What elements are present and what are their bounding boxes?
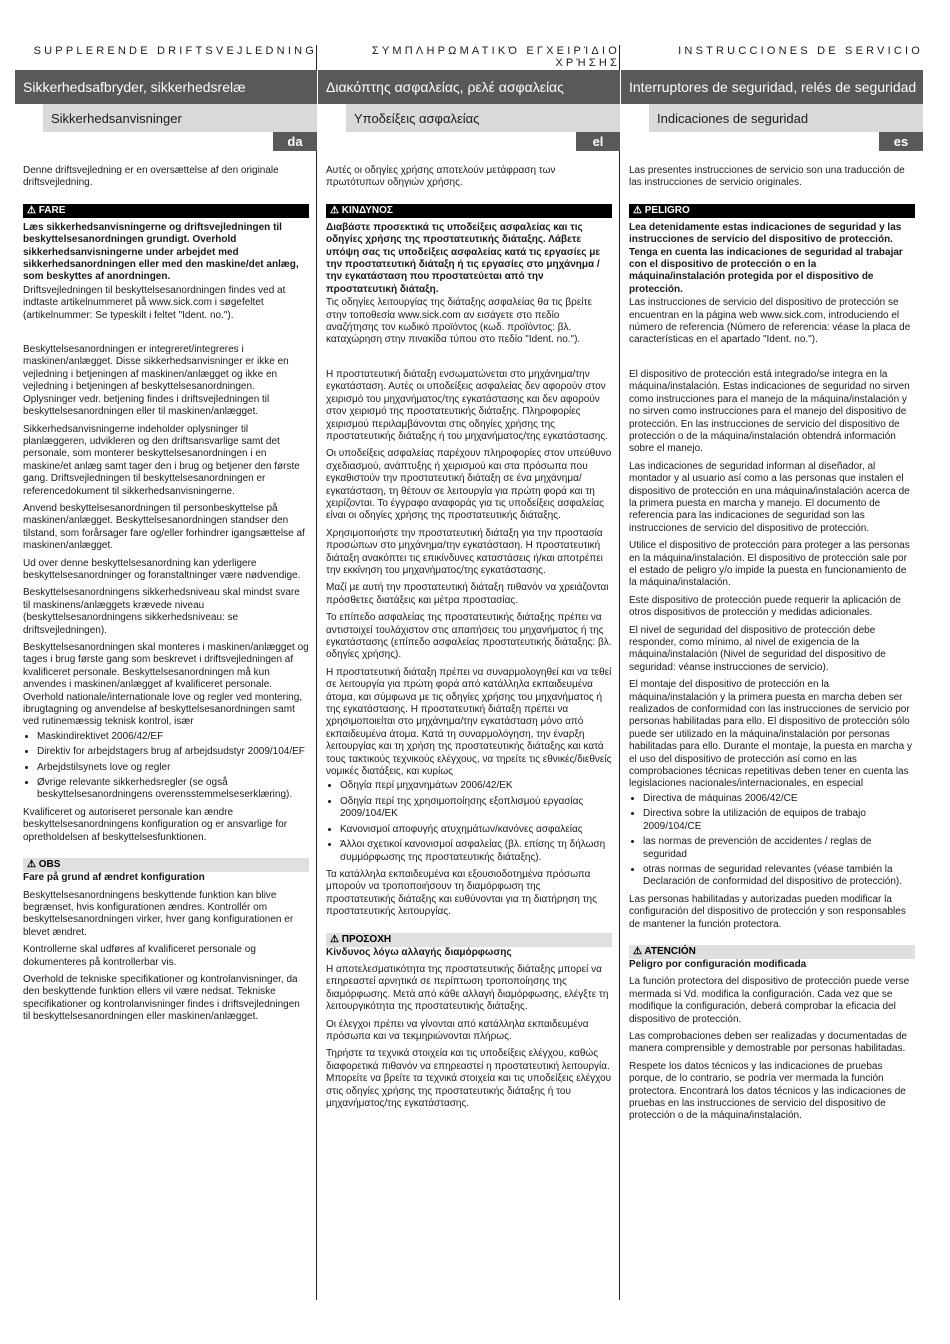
section-title: Sikkerhedsafbryder, sikkerhedsrelæ [15,70,317,104]
list-item: • Κανονισμοί αποφυγής ατυχημάτων/κανόνες ασφαλείας [340,824,612,836]
list-item: • Directiva sobre la utilización de equipos de trabajo 2009/104/CE [643,808,915,833]
paragraph: Beskyttelsesanordningen er integreret/integreres i maskinen/anlægget. Disse sikkerhedsanvisninger er ikke en vejledning i betjeningen af maskinen/anlægget og ikke en vejledning i betjeningen af beskyttelsesanordningen. Oplysninger vedr. betjening findes i driftsvejledningen til beskyttelsesanordningen eller til maskinen/anlægget. [23,344,289,418]
running-header: INSTRUCCIONES DE SERVICIO [678,45,923,57]
language-tag: da [273,132,317,151]
attention-text: Η αποτελεσματικότητα της προστατευτικής διάταξης μπορεί να επηρεαστεί αρνητικά σε περίπτωση τροποποίησης της διαμόρφωσης. Μετά από κάθε αλλαγή διαμόρφωσης, ελέγξτε τη λειτουργικότητα της προστατευτικής διάταξης. [326,963,609,1013]
paragraph: Utilice el dispositivo de protección para proteger a las personas en la máquina/instalación. El dispositivo de protección sale por el estado de peligro y/o impide la puesta en funcionamiento de la máquina/instalación. [629,540,910,589]
attention-text: La función protectora del dispositivo de protección puede verse mermada si Vd. modifica la configuración. Cada vez que se modifique la configuración, deberá comprobar la eficacia del dispositivo de protección. [629,976,910,1025]
attention-text: Beskyttelsesanordningens beskyttende funktion kan blive begrænset, hvis konfigurationen ændres. Kontrollér om beskyttelsesanordningen virker, hver gang konfigurationen er blevet ændret. [23,889,294,938]
paragraph: Beskyttelsesanordningens sikkerhedsniveau skal mindst svare til maskinens/anlæggets krævede niveau (beskyttelsesanordningens sikkerhedsniveau: se driftsvejledningen). [23,587,300,636]
attention-text: Τηρήστε τα τεχνικά στοιχεία και τις υποδείξεις ελέγχου, καθώς διαφορετικά πιθανόν να επηρεαστεί η προστατευτική λειτουργία. Μπορείτε να βρείτε τα τεχνικά στοιχεία και τις υποδείξεις ελέγχου στις οδηγίες χρήσης της προστατευτικής διάταξης ή του μηχανήματος/της εγκατάστασης. [326,1048,612,1109]
paragraph: Las personas habilitadas y autorizadas pueden modificar la configuración del dispositivo de protección y son responsables de mantener la función protectora. [629,893,906,930]
danger-text: Τις οδηγίες λειτουργίας της διάταξης ασφαλείας θα τις βρείτε στην τοποθεσία www.sick.com αν εισάγετε στο πεδίο αναζήτησης τον κωδικό προϊόντος (κωδ. προϊόντος: βλ. καταχώρηση στην πινακίδα τύπου στο πεδίο "Ident. no."). [326,297,592,346]
danger-label: ⚠ FARE [23,204,309,218]
paragraph: Η προστατευτική διάταξη πρέπει να συναρμολογηθεί και να τεθεί σε λειτουργία για πρώτη φορά από κατάλληλα εκπαιδευμένα άτομα, και σύμφωνα με τις οδηγίες χρήσης του μηχανήματος ή της εγκατάστασης. Η προστατευτική διάταξη πρέπει να χρησιμοποιείται στο μηχάνημα/την εγκατάσταση μόνο από εκπαιδευμένα άτομα. Κατά τη συναρμολόγηση, την έναρξη λειτουργίας και τη χρήση της προστατευτικής διάταξης και κατά τους τακτικούς τεχνικούς ελέγχους, να τηρείτε τις εθνικές/διεθνείς νομικές διατάξεις, και κυρίως [326,666,612,778]
attention-label: ⚠ ΠΡΟΣΟΧΗ [326,933,612,947]
intro-text: Αυτές οι οδηγίες χρήσης αποτελούν μετάφραση των πρωτότυπων οδηγιών χρήσης. [326,165,556,189]
attention-text: Kontrollerne skal udføres af kvalificeret personale og dokumenteres på kontrollerbar vis. [23,944,256,968]
paragraph: El nivel de seguridad del dispositivo de protección debe responder, como mínimo, al nivel de exigencia de la máquina/instalación (Nivel de seguridad del dispositivo de seguridad: véanse instrucciones de servicio). [629,624,886,673]
language-tag: es [879,132,923,151]
paragraph: Χρησιμοποιήστε την προστατευτική διάταξη για την προστασία προσώπων στο μηχάνημα/την εγκατάσταση. Η προστατευτική διάταξη ανακόπτει τις επικίνδυνες καταστάσεις ή/και αποτρέπει την εκκίνηση του μηχανήματος/της εγκατάστασης. [326,527,603,576]
attention-heading: Peligro por configuración modificada [629,958,807,970]
column-es [621,40,923,1300]
paragraph: Kvalificeret og autoriseret personale kan ændre beskyttelsesanordningens konfiguration og er ansvarlige for opretholdelsen af beskyttelsesfunktionen. [23,806,288,843]
list-item: • Directiva de máquinas 2006/42/CE [643,793,915,805]
list-item: • Οδηγία περί της χρησιμοποίησης εξοπλισμού εργασίας 2009/104/ΕΚ [340,796,612,821]
list-item: • otras normas de seguridad relevantes (véase también la Declaración de conformidad del dispositivo de protección). [643,864,915,889]
intro-text: Denne driftsvejledning er en oversættelse af den originale driftsvejledning. [23,165,279,189]
running-header: SUPPLERENDE DRIFTSVEJLEDNING [33,45,317,57]
attention-heading: Fare på grund af ændret konfiguration [23,872,205,884]
running-header: ΣΥΜΠΛΗΡΩΜΑΤΙΚΌ ΕΓΧΕΙΡΊΔΙΟ ΧΡΉΣΗΣ [371,45,620,69]
danger-bold-text: Lea detenidamente estas indicaciones de seguridad y las instrucciones de servicio del dispositivo de protección. Tenga en cuenta las indicaciones de seguridad al trabajar con el dispositivo de protección o en la máquina/instalación protegida por el dispositivo de protección. [629,221,903,295]
language-tag: el [576,132,620,151]
paragraph: Μαζί με αυτή την προστατευτική διάταξη πιθανόν να χρειάζονται πρόσθετες διατάξεις και μέτρα προστασίας. [326,582,609,606]
regulation-list [23,731,309,802]
danger-bold-text: Læs sikkerhedsanvisningerne og driftsvejledningen til beskyttelsesanordningen grundigt. Overhold sikkerhedsanvisningerne under arbejdet med sikkerhedsanordningen eller med den maskine/det anlæg, som beskyttes af anordningen. [23,221,299,283]
danger-text: Las instrucciones de servicio del dispositivo de protección se encuentran en la página web www.sick.com, introduciendo el número de referencia (Número de referencia: véase la placa de características en el apartado "Ident. no."). [629,297,911,346]
section-subtitle: Sikkerhedsanvisninger [43,104,317,132]
section-title: Διακόπτης ασφαλείας, ρελέ ασφαλείας [318,70,620,104]
list-item: • Άλλοι σχετικοί κανονισμοί ασφαλείας (βλ. επίσης τη δήλωση συμμόρφωσης της προστατευτικής διάταξης). [340,839,612,864]
paragraph: El montaje del dispositivo de protección en la máquina/instalación y la primera puesta en marcha deben ser realizados de conformidad con las instrucciones de servicio por personas habilitadas para ello. El dispositivo de protección sólo puede ser utilizado en la máquina/instalación por personas habilitadas para ello. Durante el montaje, la puesta en marcha y el uso del dispositivo de protección así como en las comprobaciones técnicas repetitivas deben tener en cuenta las legislaciones nacionales/internacionales, en especial [629,679,912,790]
danger-text: Driftsvejledningen til beskyttelsesanordningen findes ved at indtaste artikelnummeret på www.sick.com i søgefeltet (artikelnummer: Se typeskilt i feltet "Ident. no."). [23,284,286,321]
attention-text: Respete los datos técnicos y las indicaciones de pruebas porque, de lo contrario, se podría ver mermada la función protectora. Encontrará los datos técnicos y las indicaciones de pruebas en las instrucciones de servicio del dispositivo de protección o de la máquina/instalación. [629,1060,906,1122]
danger-label: ⚠ ΚΙΝΔΥΝΟΣ [326,204,612,218]
danger-label: ⚠ PELIGRO [629,204,915,218]
list-item: • Arbejdstilsynets love og regler [37,762,309,774]
attention-label: ⚠ OBS [23,858,309,872]
attention-heading: Κίνδυνος λόγω αλλαγής διαμόρφωσης [326,946,512,958]
attention-label: ⚠ ATENCIÓN [629,945,915,959]
column-el [318,40,620,1300]
paragraph: Ud over denne beskyttelsesanordning kan yderligere beskyttelsesanordninger og foranstaltninger være nødvendige. [23,557,301,581]
danger-bold-text: Διαβάστε προσεκτικά τις υποδείξεις ασφαλείας και τις οδηγίες χρήσης της προστατευτικής διάταξης. Λάβετε υπόψη σας τις υποδείξεις ασφαλείας κατά τις εργασίες με την προστατευτική διάταξη ή τις εργασίες στο μηχάνημα / την εγκατάσταση που προστατεύεται από την προστατευτική διάταξη. [326,221,601,295]
paragraph: Η προστατευτική διάταξη ενσωματώνεται στο μηχάνημα/την εγκατάσταση. Αυτές οι υποδείξεις ασφαλείας δεν αφορούν στον χειρισμό του μηχανήματος/της εγκατάστασης και δεν αφορούν στον χειρισμό της προστατευτικής διάταξης. Πληροφορίες χειρισμού περιλαμβάνονται στις οδηγίες χρήσης της προστατευτικής διάταξης ή του μηχανήματος/της εγκατάστασης. [326,368,608,442]
section-subtitle: Υποδείξεις ασφαλείας [346,104,620,132]
paragraph: Τα κατάλληλα εκπαιδευμένα και εξουσιοδοτημένα πρόσωπα μπορούν να τροποποιήσουν τη διαμόρφωση της προστατευτικής διάταξης και ευθύνονται για τη διατήρηση της προστατευτικής λειτουργίας. [326,868,597,918]
list-item: • Direktiv for arbejdstagers brug af arbejdsudstyr 2009/104/EF [37,746,309,758]
paragraph: Sikkerhedsanvisningerne indeholder oplysninger til planlæggeren, udvikleren og den driftsansvarlige samt det personale, som monterer beskyttelsesanordningen i en maskine/et anlæg samt tager den i brug og betjener den første gang. Driftsvejledningen til beskyttelsesanordningen er referencedokument til sikkerhedsanvisningerne. [23,423,300,497]
attention-text: Overhold de tekniske specifikationer og kontrolanvisninger, da den beskyttende funktion ellers vil være nedsat. Tekniske specifikationer og kontrolanvisninger findes i driftsvejledningen til beskyttelsesanordningen eller maskinen/anlægget. [23,973,300,1023]
intro-text: Las presentes instrucciones de servicio son una traducción de las instrucciones de servicio originales. [629,165,905,189]
list-item: • Οδηγία περί μηχανημάτων 2006/42/ΕΚ [340,780,612,792]
section-subtitle: Indicaciones de seguridad [649,104,923,132]
paragraph: El dispositivo de protección está integrado/se integra en la máquina/instalación. Estas indicaciones de seguridad no sirven como instrucciones para el manejo de la máquina/instalación y no sirven como instrucciones para el manejo del dispositivo de protección. En las instrucciones de servicio del dispositivo de protección o de la máquina/instalación obtendrá información sobre el manejo. [629,368,910,455]
regulation-list [326,780,612,863]
paragraph: Το επίπεδο ασφαλείας της προστατευτικής διάταξης πρέπει να αντιστοιχεί τουλάχιστον στις απαιτήσεις του μηχανήματος ή της εγκατάστασης (επίπεδο ασφαλείας προστατευτικής διάταξης: βλ. οδηγίες χρήσης). [326,612,612,661]
list-item: • Øvrige relevante sikkerhedsregler (se også beskyttelsesanordningens overensstemmelseserklæring). [37,777,309,802]
section-title: Interruptores de seguridad, relés de seguridad [621,70,923,104]
column-da [15,40,317,1300]
list-item: • las normas de prevención de accidentes / reglas de seguridad [643,836,915,861]
attention-text: Las comprobaciones deben ser realizadas y documentadas de manera comprensible y demostrable por personas habilitadas. [629,1030,907,1055]
attention-text: Οι έλεγχοι πρέπει να γίνονται από κατάλληλα εκπαιδευμένα πρόσωπα και να τεκμηριώνονται πλήρως. [326,1018,589,1042]
regulation-list [629,793,915,889]
paragraph: Οι υποδείξεις ασφαλείας παρέχουν πληροφορίες στον υπεύθυνο σχεδιασμού, ανάπτυξης ή χειρισμού και στα πρόσωπα που εγκαθιστούν την προστατευτική διάταξη σε ένα μηχάνημα/εγκατάσταση, τη θέτουν σε λειτουργία για πρώτη φορά και τη χειρίζονται. Το έγγραφο αναφοράς για τις υποδείξεις ασφαλείας είναι οι οδηγίες χρήσης της προστατευτικής διάταξης. [326,448,612,522]
paragraph: Beskyttelsesanordningen skal monteres i maskinen/anlægget og tages i brug første gang som beskrevet i driftsvejledningen af kvalificeret personale. Beskyttelsesanordningen må kun anvendes i maskinen/anlægget af kvalificeret personale. Overhold nationale/internationale love og regler ved montering, ibrugtagning og anvendelse af beskyttelsesanordningen samt ved rutinemæssig teknisk kontrol, især [23,642,309,728]
paragraph: Anvend beskyttelsesanordningen til personbeskyttelse på maskinen/anlægget. Beskyttelsesanordningen standser den tilstand, som forårsager fare og/eller forhindrer igangsættelse af maskinen/anlægget. [23,502,305,552]
paragraph: Este dispositivo de protección puede requerir la aplicación de otros dispositivos de protección y medidas adicionales. [629,594,901,619]
paragraph: Las indicaciones de seguridad informan al diseñador, al montador y al usuario así como a las personas que instalen el dispositivo de protección en una máquina/instalación acerca de la primera puesta en marcha y manejo. El documento de referencia para las indicaciones de seguridad son las instrucciones de servicio del dispositivo de protección. [629,460,910,534]
list-item: • Maskindirektivet 2006/42/EF [37,731,309,743]
